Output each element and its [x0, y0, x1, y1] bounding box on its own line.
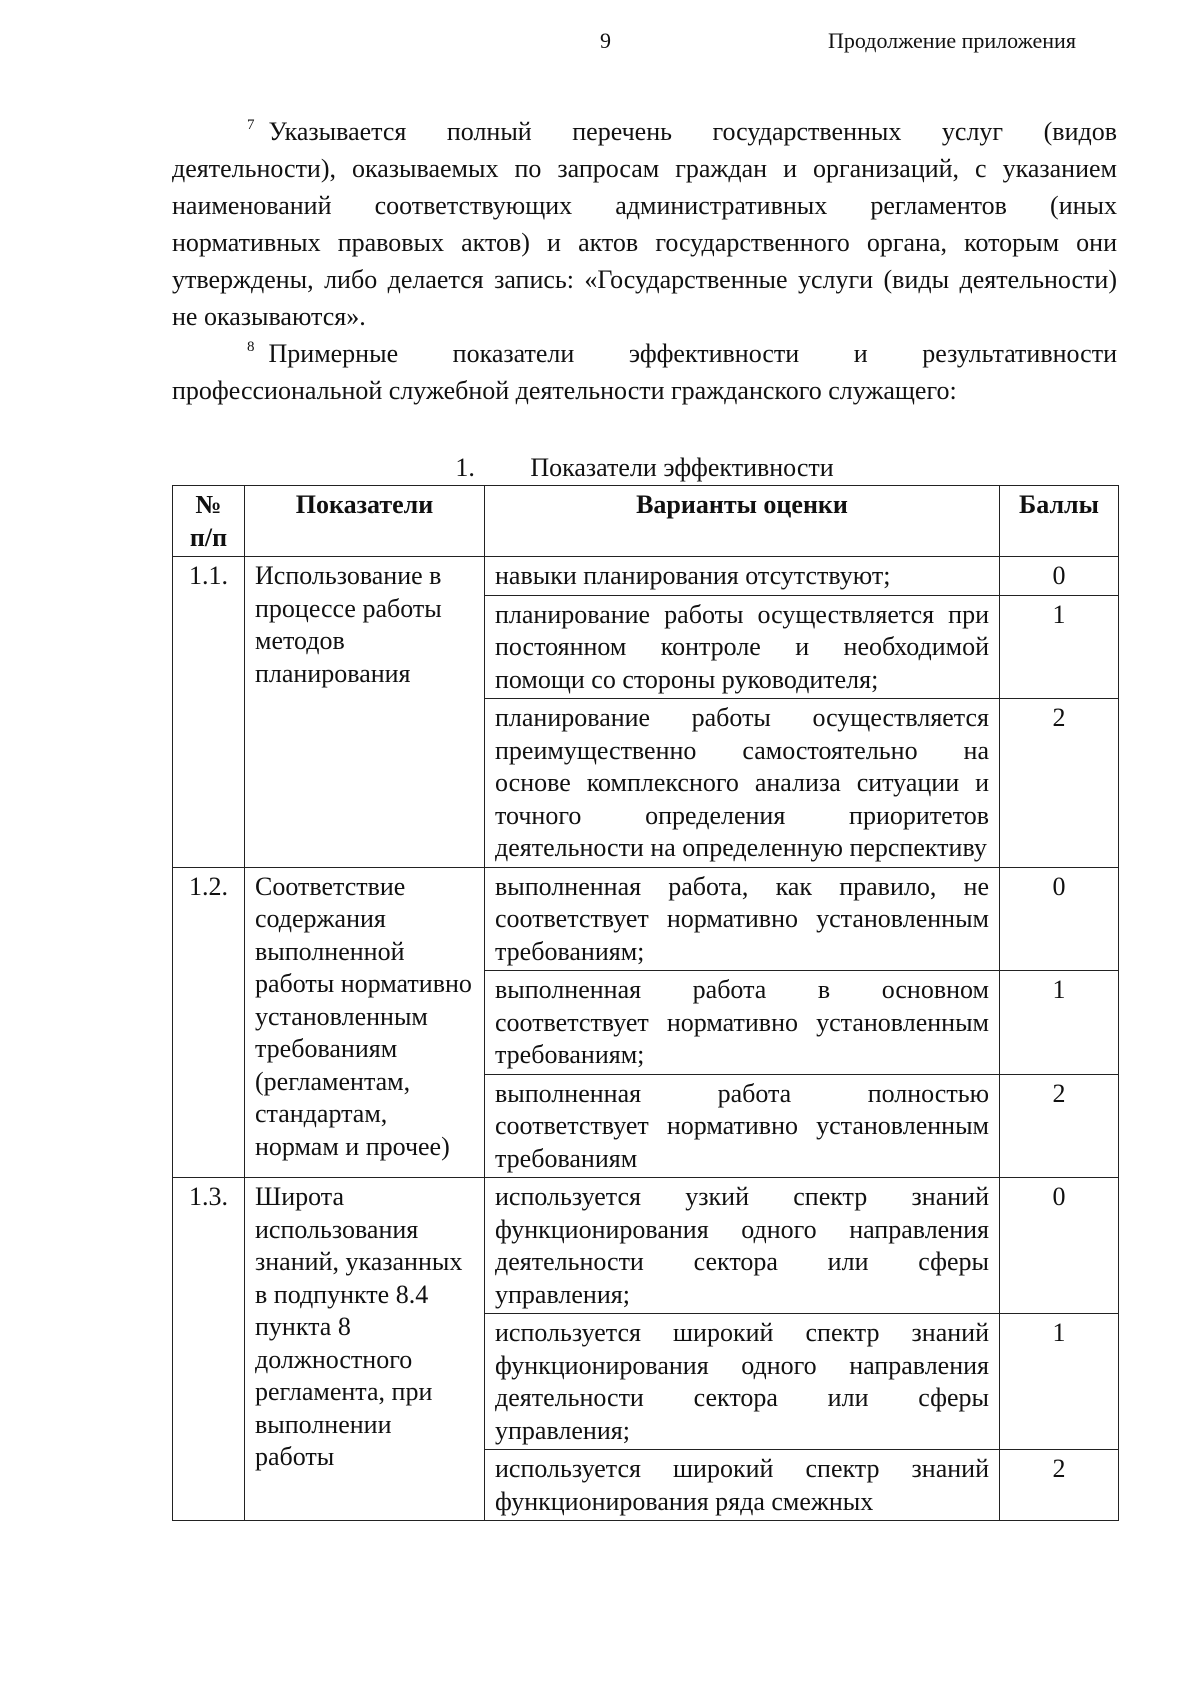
variant-text: выполненная работа полностью соответствует нормативно установленным требованиям [485, 1074, 1000, 1178]
variant-points: 2 [1000, 699, 1119, 868]
variant-points: 1 [1000, 595, 1119, 699]
variant-text: выполненная работа, как правило, не соответствует нормативно установленным требованиям; [485, 867, 1000, 971]
variant-points: 0 [1000, 1178, 1119, 1314]
header-points: Баллы [1000, 486, 1119, 557]
row-number: 1.2. [173, 867, 245, 1178]
variant-points: 0 [1000, 557, 1119, 596]
variant-text: используется узкий спектр знаний функционирования одного направления деятельности сектора или сферы управления; [485, 1178, 1000, 1314]
footnote-7 [172, 113, 1117, 335]
table-row [173, 867, 1119, 971]
variant-text: планирование работы осуществляется преимущественно самостоятельно на основе комплексного анализа ситуации и точного определения приоритетов деятельности на определенную перспективу [485, 699, 1000, 868]
variant-points: 2 [1000, 1074, 1119, 1178]
indicators-table [172, 485, 1119, 1521]
variant-text: планирование работы осуществляется при постоянном контроле и необходимой помощи со стороны руководителя; [485, 595, 1000, 699]
variant-text: выполненная работа в основном соответствует нормативно установленным требованиям; [485, 971, 1000, 1075]
row-number: 1.3. [173, 1178, 245, 1521]
footnote-marker: 8 [247, 339, 255, 355]
table-row [173, 1178, 1119, 1314]
variant-text: используется широкий спектр знаний функционирования одного направления деятельности сектора или сферы управления; [485, 1314, 1000, 1450]
footnote-8 [172, 335, 1117, 409]
variant-text: используется широкий спектр знаний функционирования ряда смежных [485, 1450, 1000, 1521]
variant-points: 0 [1000, 867, 1119, 971]
indicator-name: Широта использования знаний, указанных в подпункте 8.4 пункта 8 должностного регламента, при выполнении работы [245, 1178, 485, 1521]
variant-points: 1 [1000, 971, 1119, 1075]
footnotes [172, 113, 1117, 409]
indicator-name: Соответствие содержания выполненной работы нормативно установленным требованиям (регламентам, стандартам, нормам и прочее) [245, 867, 485, 1178]
section-title [172, 453, 1117, 483]
page-number: 9 [600, 28, 611, 53]
variant-points: 2 [1000, 1450, 1119, 1521]
continuation-header: Продолжение приложения [828, 28, 1076, 53]
variant-text: навыки планирования отсутствуют; [485, 557, 1000, 596]
table-header-row [173, 486, 1119, 557]
indicator-name: Использование в процессе работы методов планирования [245, 557, 485, 868]
section-title-text: Показатели эффективности [530, 453, 834, 482]
footnote-marker: 7 [247, 117, 255, 133]
header-variants: Варианты оценки [485, 486, 1000, 557]
variant-points: 1 [1000, 1314, 1119, 1450]
header-indicator: Показатели [245, 486, 485, 557]
section-number: 1. [455, 453, 475, 482]
footnote-text: Примерные показатели эффективности и результативности профессиональной служебной деятельности гражданского служащего: [172, 339, 1117, 405]
row-number: 1.1. [173, 557, 245, 868]
header-num: № п/п [173, 486, 245, 557]
footnote-text: Указывается полный перечень государственных услуг (видов деятельности), оказываемых по запросам граждан и организаций, с указанием наименований соответствующих административных регламентов (иных нормативных правовых актов) и актов государственного органа, которым они утверждены, либо делается запись: «Государственные услуги (виды деятельности) не оказываются». [172, 117, 1117, 331]
table-row [173, 557, 1119, 596]
